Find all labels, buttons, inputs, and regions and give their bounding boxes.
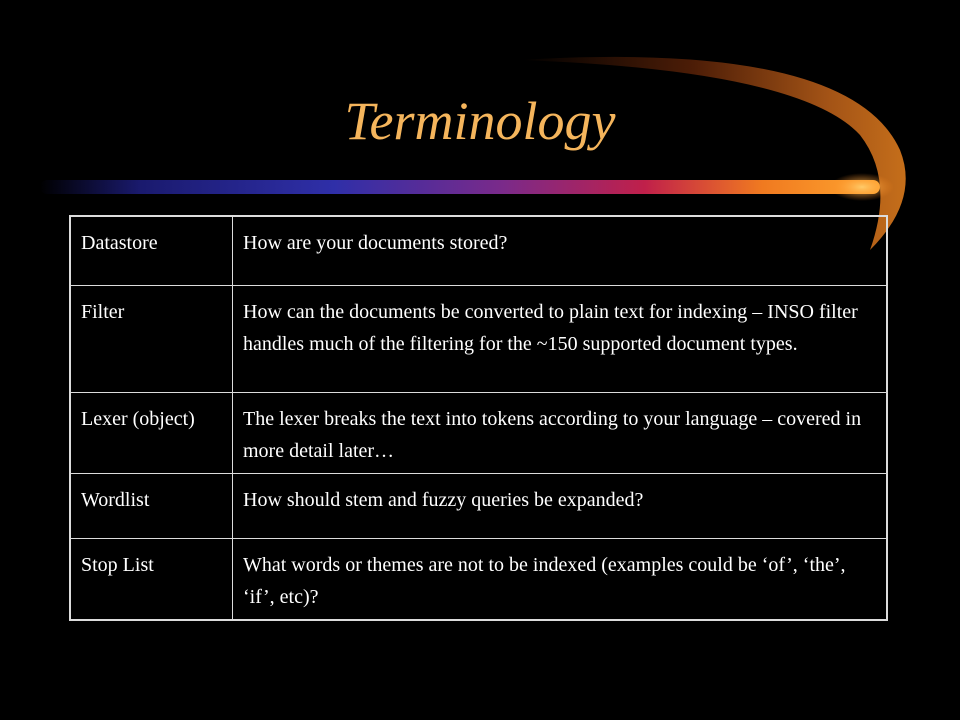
- term-cell: Filter: [70, 286, 233, 393]
- slide-title: Terminology: [344, 91, 616, 151]
- description-cell: How should stem and fuzzy queries be expanded?: [233, 474, 888, 539]
- table-row: [70, 393, 887, 474]
- term-cell: Datastore: [70, 216, 233, 286]
- term-cell: Lexer (object): [70, 393, 233, 474]
- terminology-table-wrapper: [69, 215, 888, 621]
- table-row: [70, 474, 887, 539]
- table-row: [70, 539, 887, 621]
- description-cell: What words or themes are not to be indexed (examples could be ‘of’, ‘the’, ‘if’, etc)?: [233, 539, 888, 621]
- term-cell: Wordlist: [70, 474, 233, 539]
- description-cell: How are your documents stored?: [233, 216, 888, 286]
- description-cell: How can the documents be converted to plain text for indexing – INSO filter handles much of the filtering for the ~150 supported document types.: [233, 286, 888, 393]
- description-cell: The lexer breaks the text into tokens according to your language – covered in more detail later…: [233, 393, 888, 474]
- swoosh-bar: [40, 180, 880, 194]
- terminology-table: [69, 215, 888, 621]
- swoosh-glow: [830, 173, 894, 201]
- table-row: [70, 216, 887, 286]
- term-cell: Stop List: [70, 539, 233, 621]
- table-row: [70, 286, 887, 393]
